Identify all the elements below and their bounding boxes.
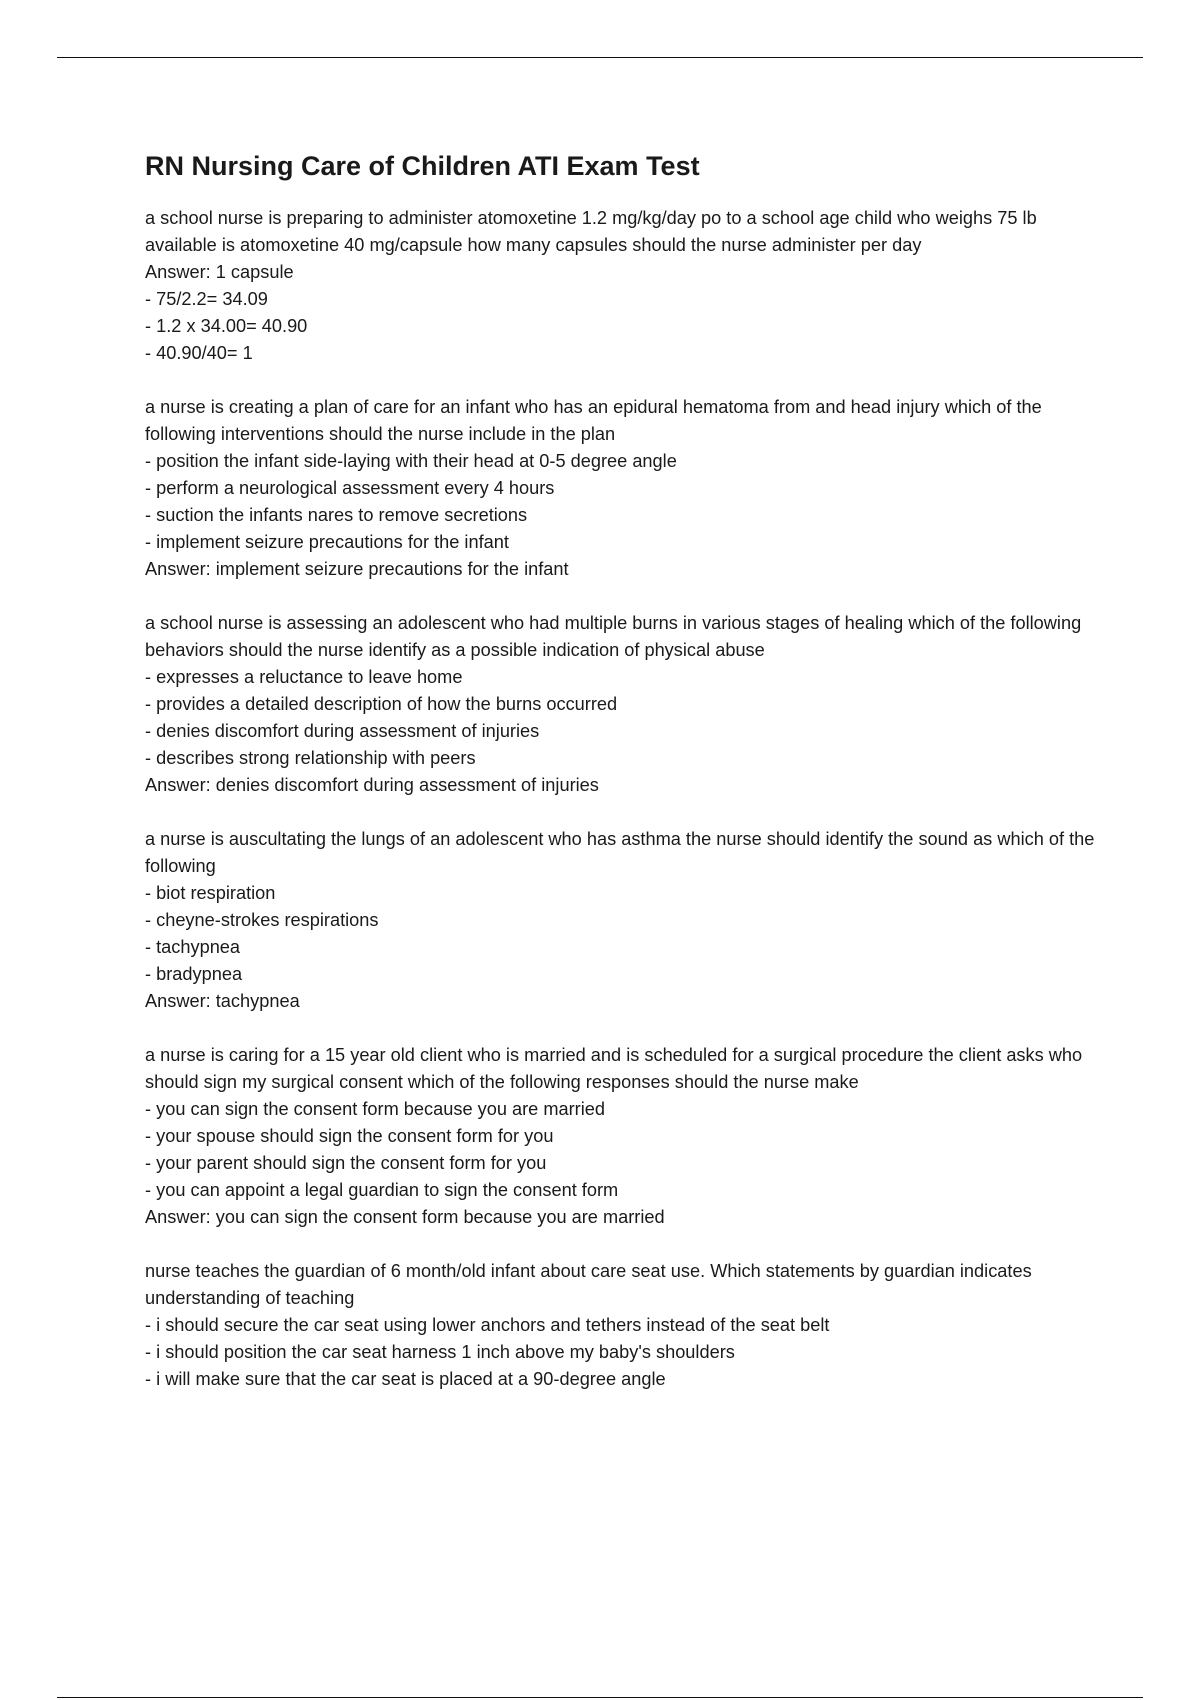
bottom-rule	[57, 1697, 1143, 1698]
answer-option: - your spouse should sign the consent form for you	[145, 1126, 554, 1146]
question-1	[145, 205, 1095, 367]
answer-option: - perform a neurological assessment every 4 hours	[145, 478, 555, 498]
answer-option: - i should position the car seat harness 1 inch above my baby's shoulders	[145, 1342, 735, 1362]
answer-line: Answer: denies discomfort during assessment of injuries	[145, 775, 599, 795]
question-text: a nurse is auscultating the lungs of an adolescent who has asthma the nurse should identify the sound as which of the following	[145, 829, 1100, 876]
top-rule	[57, 57, 1143, 58]
answer-option: - describes strong relationship with peers	[145, 748, 476, 768]
answer-option: - denies discomfort during assessment of injuries	[145, 721, 540, 741]
answer-option: - provides a detailed description of how the burns occurred	[145, 694, 618, 714]
answer-option: - i will make sure that the car seat is placed at a 90-degree angle	[145, 1369, 666, 1389]
answer-line: Answer: you can sign the consent form because you are married	[145, 1207, 665, 1227]
question-text: a nurse is caring for a 15 year old client who is married and is scheduled for a surgical procedure the client asks who should sign my surgical consent which of the following responses should the nurse make	[145, 1045, 1088, 1092]
document-body	[145, 148, 1100, 1420]
question-4	[145, 826, 1100, 1015]
question-2	[145, 394, 1095, 583]
answer-line: Answer: 1 capsule	[145, 262, 294, 282]
question-text: a school nurse is assessing an adolescent who had multiple burns in various stages of healing which of the following behaviors should the nurse identify as a possible indication of physical abuse	[145, 613, 1087, 660]
question-3	[145, 610, 1095, 799]
answer-line: Answer: tachypnea	[145, 991, 300, 1011]
answer-line: Answer: implement seizure precautions for the infant	[145, 559, 569, 579]
answer-option: - position the infant side-laying with their head at 0-5 degree angle	[145, 451, 677, 471]
answer-option: - you can sign the consent form because you are married	[145, 1099, 605, 1119]
question-text: a nurse is creating a plan of care for an infant who has an epidural hematoma from and head injury which of the following interventions should the nurse include in the plan	[145, 397, 1047, 444]
answer-option: - you can appoint a legal guardian to sign the consent form	[145, 1180, 619, 1200]
question-5	[145, 1042, 1095, 1231]
answer-option: - bradypnea	[145, 964, 243, 984]
answer-option: - implement seizure precautions for the infant	[145, 532, 509, 552]
answer-option: - expresses a reluctance to leave home	[145, 667, 463, 687]
answer-option: - cheyne-strokes respirations	[145, 910, 379, 930]
answer-option: - biot respiration	[145, 883, 276, 903]
calculation-step: - 75/2.2= 34.09	[145, 289, 268, 309]
calculation-step: - 1.2 x 34.00= 40.90	[145, 316, 308, 336]
calculation-step: - 40.90/40= 1	[145, 343, 253, 363]
answer-option: - your parent should sign the consent form for you	[145, 1153, 547, 1173]
answer-option: - tachypnea	[145, 937, 241, 957]
answer-option: - i should secure the car seat using lower anchors and tethers instead of the seat belt	[145, 1315, 830, 1335]
document-title: RN Nursing Care of Children ATI Exam Test	[145, 151, 700, 181]
question-6	[145, 1258, 1095, 1393]
question-text: nurse teaches the guardian of 6 month/old infant about care seat use. Which statements by guardian indicates understanding of teaching	[145, 1261, 1037, 1308]
answer-option: - suction the infants nares to remove secretions	[145, 505, 528, 525]
question-text: a school nurse is preparing to administer atomoxetine 1.2 mg/kg/day po to a school age child who weighs 75 lb available is atomoxetine 40 mg/capsule how many capsules should the nurse administer per day	[145, 208, 1042, 255]
